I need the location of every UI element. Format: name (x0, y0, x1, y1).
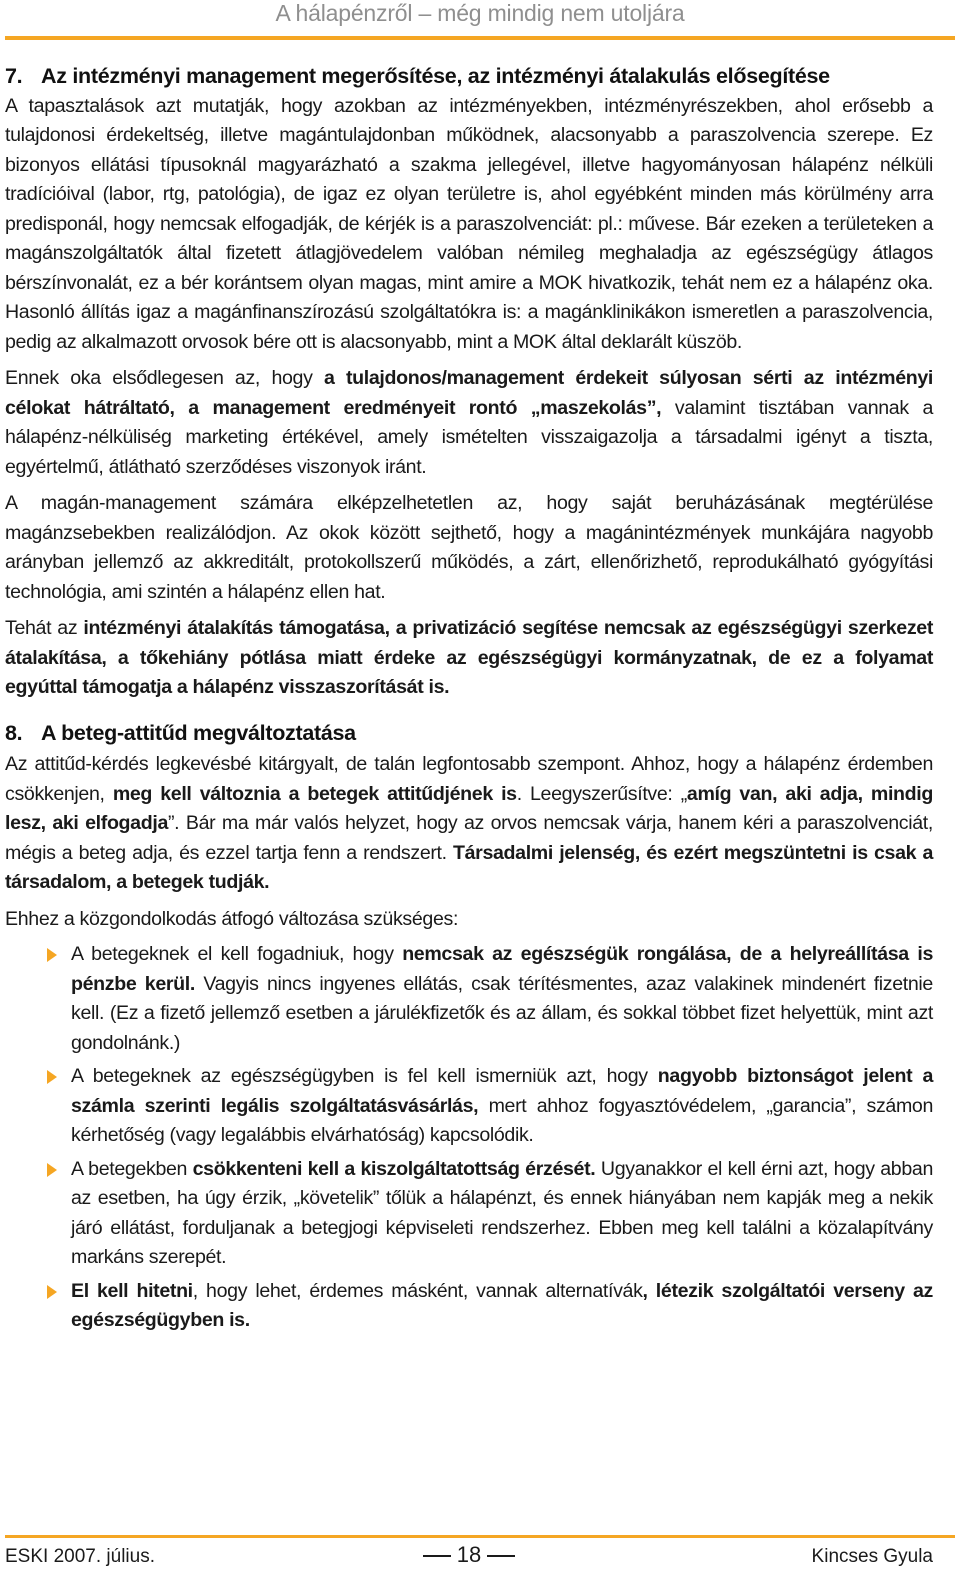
text-run: Ennek oka elsődlegesen az, hogy (5, 367, 324, 389)
triangle-right-icon (47, 1163, 57, 1177)
section-7-paragraph-2 (5, 364, 933, 482)
list-item (5, 1277, 933, 1336)
page-number-block (5, 1541, 933, 1569)
text-run: A betegekben (71, 1157, 193, 1180)
section-7-paragraph-1: A tapasztalások azt mutatják, hogy azokban az intézményekben, intézményrészekben, ahol erősebb a tulajdonosi érdekeltség, illetve magántulajdonban működnek, alacsonyabb a paraszolvencia szerepe. Ez bizonyos ellátási típusoknál magyarázható a szakma jellegével, illetve hagyományosan hálapénz nélküli tradícióival (labor, rtg, patológia), de igaz ez olyan területre is, ahol egyébként minden más körülmény arra predisponál, hogy nemcsak elfogadják, de kérjék is a paraszolvenciát: pl.: művese. Bár ezeken a területeken a magánszolgáltatók által fizetett átlagjövedelem valóban némileg meghaladja az egészségügy átlagos bérszínvonalát, ez a bér korántsem olyan magas, mint amire a MOK hivatkozik, tehát nem ez a hálapénz oka. Hasonló állítás igaz a magánfinanszírozású szolgáltatókra is: a magánklinikákon ismeretlen a paraszolvencia, pedig az alkalmazott orvosok bére ott is alacsonyabb, mint a MOK által deklarált küszöb. (5, 94, 933, 353)
bold-run: a tulajdonos/management érdekeit súlyosan sérti az intézményi célokat hátráltató, a management eredményeit rontó „maszekolás”, (5, 367, 933, 419)
page-content (5, 62, 933, 1336)
text-run: A betegeknek az egészségügyben is fel kell ismerniük azt, hogy (71, 1065, 658, 1087)
bold-run: meg kell változnia a betegek attitűdjének is (112, 782, 517, 805)
text-run: A betegeknek el kell fogadniuk, hogy (71, 943, 403, 965)
text-run: Vagyis nincs ingyenes ellátás, csak térítésmentes, azaz valakinek mindenért fizetnie kell. (Ez a fizető jellemző esetben a járulékfizetők és az állam, és sokkal többet fizet helyettük, mint azt gondolnánk.) (71, 972, 933, 1054)
page-footer (5, 1541, 933, 1571)
footer-publisher: ESKI 2007. július. (5, 1546, 155, 1567)
footer-rule (5, 1535, 955, 1538)
section-8-heading (5, 719, 933, 749)
bullet-list (5, 940, 933, 1336)
section-8-paragraph-2: Ehhez a közgondolkodás átfogó változása szükséges: (5, 907, 459, 930)
bold-run: Társadalmi jelenség, és ezért megszüntetni is csak a társadalom, a betegek tudják. (5, 841, 933, 893)
section-7-number: 7. (5, 64, 23, 88)
section-8-number: 8. (5, 720, 23, 745)
section-7-heading (5, 62, 933, 92)
bold-run: , létezik szolgáltatói verseny az egészségügyben is. (71, 1279, 933, 1331)
triangle-right-icon (47, 948, 57, 962)
text-run: , hogy lehet, érdemes másként, vannak alternatívák (192, 1279, 643, 1302)
text-run: ”. Bár ma már valós helyzet, hogy az orvos nemcsak várja, hanem kéri a paraszolvenciát, mégis a beteg adja, és ezzel tartja fenn a rendszert. (5, 812, 933, 864)
triangle-right-icon (47, 1070, 57, 1084)
bold-run: csökkenteni kell a kiszolgáltatottság érzését. (192, 1157, 596, 1180)
list-item (5, 1062, 933, 1151)
running-header: A hálapénzről – még mindig nem utoljára (275, 0, 685, 26)
text-run: mert ahhoz fogyasztóvédelem, „garancia”, számon kérhetőség (vagy legalábbis elvárhatóság) kapcsolódik. (71, 1094, 934, 1146)
bold-run: nagyobb biztonságot jelent a számla szerinti legális szolgáltatásvásárlás, (71, 1065, 933, 1117)
page-number: 18 (456, 1542, 482, 1567)
section-7-title: Az intézményi management megerősítése, az intézményi átalakulás elősegítése (41, 64, 830, 88)
list-item (5, 940, 933, 1058)
bold-run: nemcsak az egészségük rongálása, de a helyreállítása is pénzbe kerül. (71, 943, 934, 995)
text-run: Ugyanakkor el kell érni azt, hogy abban az esetben, ha úgy érzik, „követelik” tőlük a hálapénzt, és ennek hiányában nem kapják meg a nekik járó ellátást, forduljanak a betegjogi képviseleti rendszerhez. Ebben meg kell találni a közalapítvány markáns szerepét. (71, 1157, 933, 1268)
section-7-paragraph-4 (5, 614, 933, 703)
bold-run: amíg van, aki adja, mindig lesz, aki elfogadja (5, 782, 933, 834)
footer-author: Kincses Gyula (811, 1546, 933, 1567)
section-8-title: A beteg-attitűd megváltoztatása (41, 720, 356, 745)
page-number-dash (423, 1555, 451, 1557)
text-run: valamint tisztában vannak a hálapénz-nélküliség marketing értékével, amely ismételten visszaigazolja a társadalmi igényt a tiszta, egyértelmű, átlátható szerződéses viszonyok iránt. (5, 396, 934, 478)
text-run: . Leegyszerűsítve: „ (516, 782, 687, 805)
bold-run: intézményi átalakítás támogatása, a privatizáció segítése nemcsak az egészségügyi szerkezet átalakítása, a tőkehiány pótlása miatt érdeke az egészségügyi kormányzatnak, de ez a folyamat egyúttal támogatja a hálapénz visszaszorítását is. (5, 617, 933, 698)
triangle-right-icon (47, 1285, 57, 1299)
page-number-dash (487, 1555, 515, 1557)
bold-run: El kell hitetni (71, 1279, 193, 1302)
text-run: Tehát az (5, 617, 84, 639)
section-7-paragraph-3: A magán-management számára elképzelhetetlen az, hogy saját beruházásának megtérülése magánzsebekben realizálódjon. Az okok között sejthető, hogy a magánintézmények munkájára nagyobb arányban jellemző az akkreditált, protokollszerű működés, a zárt, ellenőrizhető, reprodukálható gyógyítási technológia, ami szintén a hálapénz ellen hat. (5, 492, 933, 603)
section-8-paragraph-1 (5, 750, 933, 898)
list-item (5, 1155, 933, 1273)
text-run: Az attitűd-kérdés legkevésbé kitárgyalt, de talán legfontosabb szempont. Ahhoz, hogy a hálapénz érdemben csökkenjen, (5, 753, 933, 805)
header-rule (5, 36, 955, 40)
